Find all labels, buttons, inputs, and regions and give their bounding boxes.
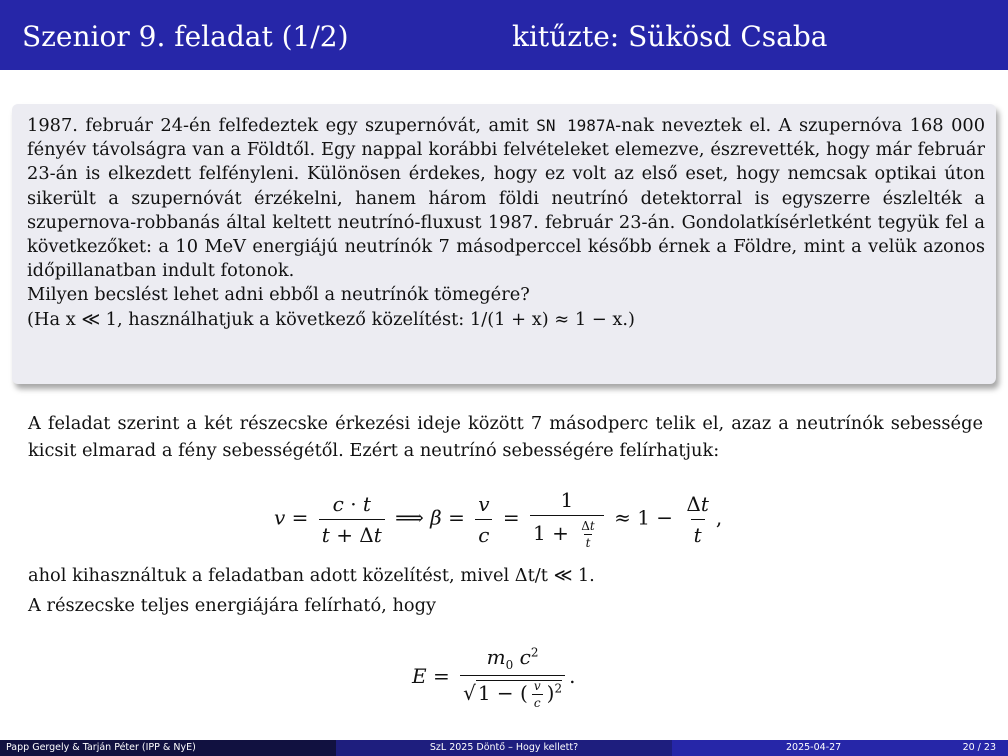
footer-authors: Papp Gergely & Tarján Péter (IPP & NyE) [0, 740, 336, 756]
problem-statement: 1987. február 24-én felfedeztek egy szupernóvát, amit SN 1987A-nak neveztek el. A szupernóva 168 000 fényév távolságra van a Földtől. Egy nappal korábbi felvételeket elemezve, észrevették, hogy már február 23-án is elkezdett felfényleni. Különösen érdekes, hogy ez volt az első eset, hogy nemcsak optikai úton sikerült a szupernóvát érzékelni, hanem három földi neutrínó detektorral is egyszerre észlelték a szupernova-robbanás által keltett neutrínó-fluxust 1987. február 23-án. Gondolatkísérletként tegyük fel a következőket: a 10 MeV energiájú neutrínók 7 másodperccel később érnek a Földre, mint a velük azonos időpillanatban indult fotonok. [27, 115, 986, 282]
footer-date: 2025-04-27 [786, 742, 842, 753]
problem-hint: (Ha x ≪ 1, használhatjuk a következő közelítést: 1/(1 + x) ≈ 1 − x.) [27, 308, 635, 330]
velocity-equation: v = $\frac{c \cdot t}{t + \Delta t}$ ⟹ β = $\frac{v}{c}$ = 1 1 + $\frac{\Delta t}{t}$ ≈ 1 − $\frac{\Delta t}{t}$ , [274, 488, 723, 550]
problem-text [27, 114, 985, 332]
solution-paragraph-2: ahol kihasználtuk a feladatban adott közelítést, mivel Δt/t ≪ 1. [28, 565, 595, 586]
solution-paragraph-1: A feladat szerint a két részecske érkezési ideje között 7 másodperc telik el, azaz a neutrínók sebessége kicsit elmarad a fény sebességétől. Ezért a neutrínó sebességére felírhatjuk: [28, 413, 983, 461]
page-number: 20 / 23 [962, 742, 996, 753]
slide-title: Szenior 9. feladat (1/2) [22, 20, 349, 53]
energy-equation: E = $m_0$ $c^2$ √ 1 − ( $\frac{v}{c}$ )$^2$ . [412, 645, 576, 710]
slide-footer [0, 740, 1008, 756]
footer-right [672, 740, 1008, 756]
footer-event: SzL 2025 Döntő – Hogy kellett? [336, 740, 672, 756]
solution-paragraph-3: A részecske teljes energiájára felírható, hogy [28, 595, 437, 616]
problem-box [12, 104, 996, 384]
supernova-name: SN 1987A [536, 116, 616, 135]
slide-author: kitűzte: Sükösd Csaba [512, 20, 828, 53]
problem-question: Milyen becslést lehet adni ebből a neutrínók tömegére? [27, 284, 530, 306]
slide-header [0, 0, 1008, 70]
